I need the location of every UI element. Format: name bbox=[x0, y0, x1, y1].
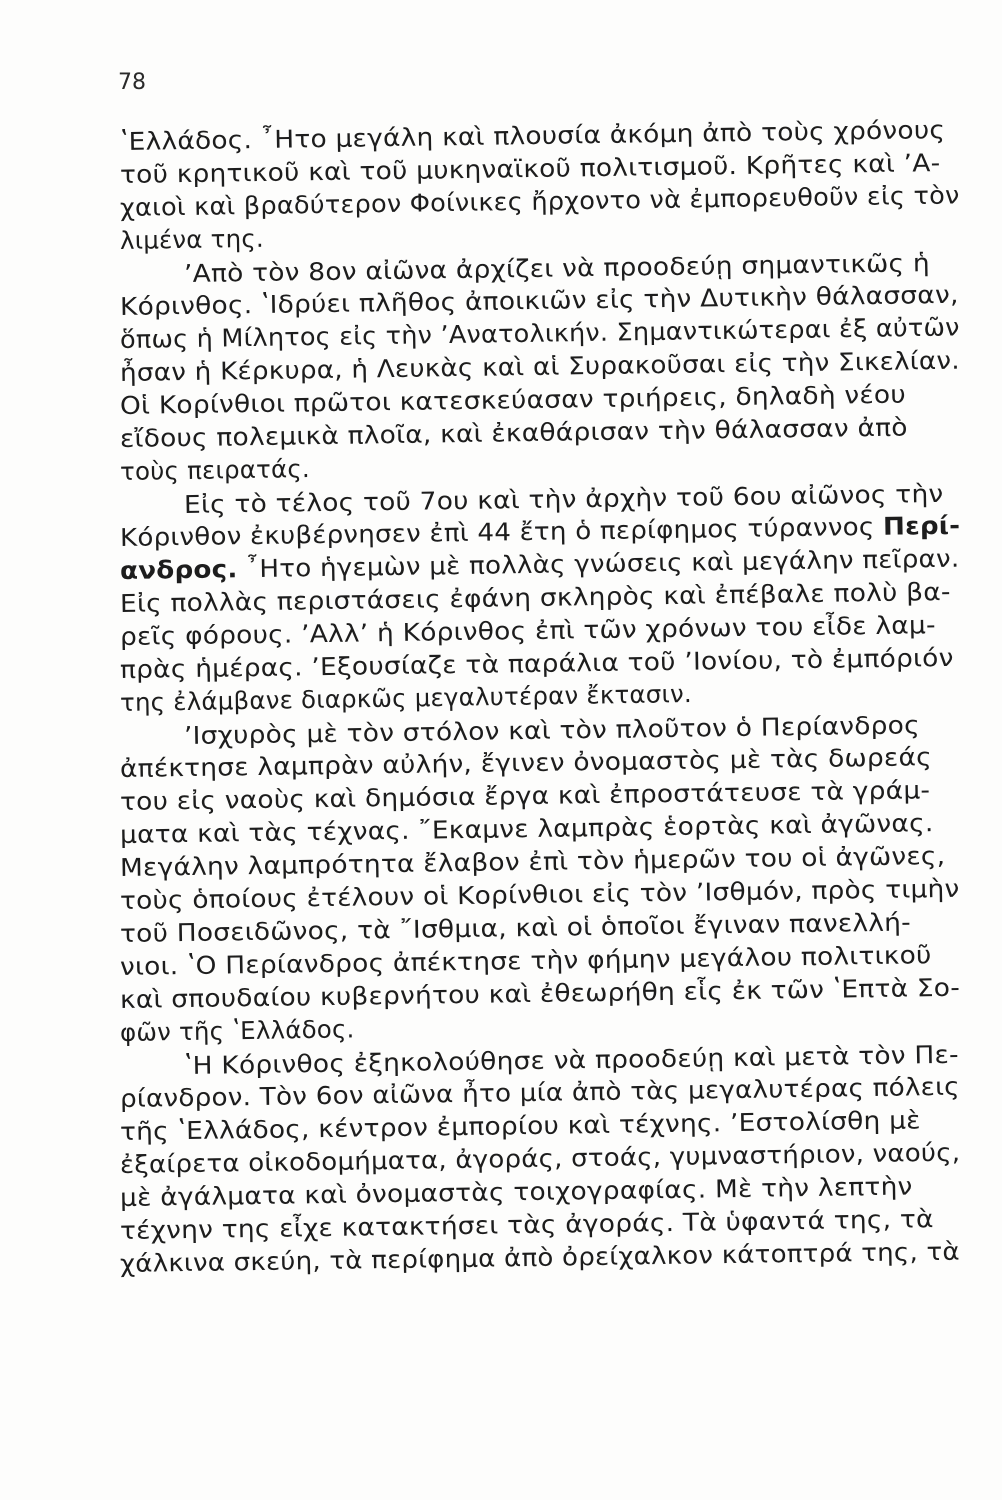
text-line: του εἰς ναοὺς καὶ δημόσια ἔργα καὶ ἐπροστάτευσε τὰ γράμ- bbox=[119, 775, 931, 816]
bold-name-periandros: ανδρος. bbox=[119, 554, 238, 585]
line-text: ῏Ητο ἡγεμὼν μὲ πολλὰς γνώσεις καὶ μεγάλην πεῖραν. bbox=[237, 543, 960, 584]
text-line: ὅπως ἡ Μίλητος εἰς τὴν ʼΑνατολικήν. Σημαντικώτεραι ἐξ αὐτῶν bbox=[119, 312, 960, 354]
text-line: ἐξαίρετα οἰκοδομήματα, ἀγοράς, στοάς, γυμναστήριον, ναούς, bbox=[119, 1137, 961, 1179]
text-line: τῆς ʽΕλλάδος, κέντρον ἐμπορίου καὶ τέχνης. ʼΕστολίσθη μὲ bbox=[119, 1105, 921, 1146]
text-line: τοὺς ὁποίους ἐτέλουν οἱ Κορίνθιοι εἰς τὸν ʼΙσθμόν, πρὸς τιμὴν bbox=[119, 873, 960, 915]
text-line: Εἰς πολλὰς περιστάσεις ἐφάνη σκληρὸς καὶ ἐπέβαλε πολὺ βα- bbox=[119, 576, 951, 618]
text-line: λιμένα της. bbox=[119, 223, 265, 255]
text-line: πρὰς ἡμέρας. ʼΕξουσίαζε τὰ παράλια τοῦ ʼΙονίου, τὸ ἐμπόριόν bbox=[119, 642, 954, 684]
text-line: τοῦ Ποσειδῶνος, τὰ ῎Ισθμια, καὶ οἱ ὁποῖοι ἔγιναν πανελλή- bbox=[119, 907, 912, 948]
text-line: νιοι. ʽΟ Περίανδρος ἀπέκτησε τὴν φήμην μεγάλου πολιτικοῦ bbox=[119, 940, 932, 981]
text-line: Μεγάλην λαμπρότητα ἔλαβον ἐπὶ τὸν ἡμερῶν του οἱ ἀγῶνες, bbox=[119, 840, 946, 882]
text-line: ρεῖς φόρους. ʼΑλλʼ ἡ Κόρινθος ἐπὶ τῶν χρόνων του εἶδε λαμ- bbox=[119, 610, 936, 651]
bold-name-periandros: Περί- bbox=[882, 510, 961, 541]
text-line: μὲ ἀγάλματα καὶ ὀνομαστὰς τοιχογραφίας. Μὲ τὴν λεπτὴν bbox=[119, 1171, 913, 1212]
paragraph-first-line: Εἰς τὸ τέλος τοῦ 7ου καὶ τὴν ἀρχὴν τοῦ 6ου αἰῶνος τὴν bbox=[183, 478, 944, 519]
text-line: ἀπέκτησε λαμπρὰν αὐλήν, ἔγινεν ὀνομαστὸς μὲ τὰς δωρεάς bbox=[119, 742, 933, 783]
page-number: 78 bbox=[118, 70, 146, 95]
text-line: Κόρινθος. ʽΙδρύει πλῆθος ἀποικιῶν εἰς τὴν Δυτικὴν θάλασσαν, bbox=[119, 279, 959, 321]
text-line: ματα καὶ τὰς τέχνας. ῎Εκαμνε λαμπρὰς ἑορτὰς καὶ ἀγῶνας. bbox=[119, 808, 934, 849]
text-line: εἴδους πολεμικὰ πλοῖα, καὶ ἐκαθάρισαν τὴν θάλασσαν ἀπὸ bbox=[119, 412, 908, 453]
text-line: ʽΕλλάδος. ῏Ητο μεγάλη καὶ πλουσία ἀκόμη ἀπὸ τοὺς χρόνους bbox=[119, 115, 946, 156]
text-line: τέχνην της εἶχε κατακτήσει τὰς ἀγοράς. Τὰ ὑφαντά της, τὰ bbox=[119, 1204, 934, 1245]
text-line: καὶ σπουδαίου κυβερνήτου καὶ ἐθεωρήθη εἷς ἐκ τῶν ʽΕπτὰ Σο- bbox=[119, 972, 961, 1014]
text-line: τοῦ κρητικοῦ καὶ τοῦ μυκηναϊκοῦ πολιτισμοῦ. Κρῆτες καὶ ʼΑ- bbox=[119, 148, 941, 189]
paragraph-first-line: ʼΑπὸ τὸν 8ον αἰῶνα ἀρχίζει νὰ προοδεύῃ σημαντικῶς ἡ bbox=[183, 248, 931, 288]
text-line: ἦσαν ἡ Κέρκυρα, ἡ Λευκὰς καὶ αἱ Συρακοῦσαι εἰς τὴν Σικελίαν. bbox=[119, 345, 961, 387]
text-line: χαιοὶ καὶ βραδύτερον Φοίνικες ἤρχοντο νὰ ἐμπορευθοῦν εἰς τὸν bbox=[119, 180, 960, 222]
text-line: Οἱ Κορίνθιοι πρῶτοι κατεσκεύασαν τριήρεις, δηλαδὴ νέου bbox=[119, 379, 907, 420]
text-line: φῶν τῆς ʽΕλλάδος. bbox=[119, 1014, 355, 1047]
paragraph-first-line: ʽΗ Κόρινθος ἐξηκολούθησε νὰ προοδεύῃ καὶ μετὰ τὸν Πε- bbox=[183, 1039, 960, 1080]
text-line: τοὺς πειρατάς. bbox=[119, 454, 311, 486]
text-line: της ἐλάμβανε διαρκῶς μεγαλυτέραν ἔκτασιν. bbox=[119, 679, 693, 717]
line-text: Κόρινθον ἐκυβέρνησεν ἐπὶ 44 ἔτη ὁ περίφημος τύραννος bbox=[119, 511, 884, 552]
paragraph-first-line: ʼΙσχυρὸς μὲ τὸν στόλον καὶ τὸν πλοῦτον ὁ Περίανδρος bbox=[183, 710, 921, 750]
text-line: χάλκινα σκεύη, τὰ περίφημα ἀπὸ ὀρείχαλκον κάτοπτρά της, τὰ bbox=[119, 1236, 960, 1278]
text-line: ρίανδρον. Τὸν 6ον αἰῶνα ἦτο μία ἀπὸ τὰς μεγαλυτέρας πόλεις bbox=[119, 1071, 961, 1113]
